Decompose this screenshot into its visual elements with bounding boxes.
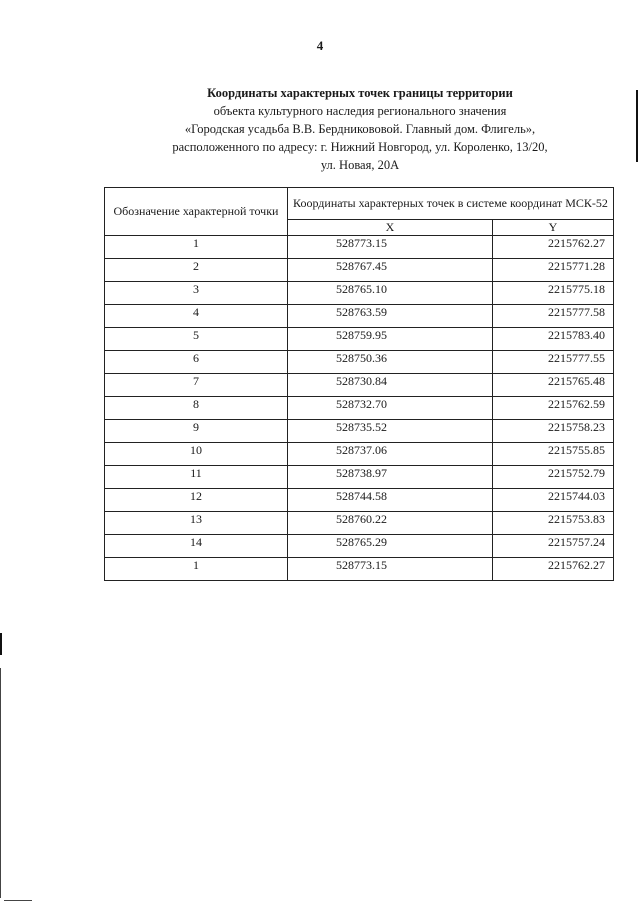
- x-coordinate-cell: 528750.36: [288, 351, 493, 374]
- point-number-cell: 10: [105, 443, 288, 466]
- y-coordinate-cell: 2215755.85: [493, 443, 614, 466]
- table-row: [105, 259, 614, 282]
- table-row: [105, 397, 614, 420]
- header-x: X: [288, 219, 493, 235]
- table-row: [105, 535, 614, 558]
- point-number-cell: 13: [105, 512, 288, 535]
- x-coordinate-cell: 528773.15: [288, 236, 493, 259]
- y-coordinate-cell: 2215762.27: [493, 558, 614, 581]
- page-number: 4: [316, 38, 324, 53]
- point-number-cell: 8: [105, 397, 288, 420]
- y-coordinate-cell: 2215775.18: [493, 282, 614, 305]
- y-coordinate-cell: 2215744.03: [493, 489, 614, 512]
- y-coordinate-cell: 2215762.59: [493, 397, 614, 420]
- table-row: [105, 443, 614, 466]
- table-row: [105, 466, 614, 489]
- header-y: Y: [493, 219, 614, 235]
- point-number-cell: 2: [105, 259, 288, 282]
- coordinates-table: [104, 187, 614, 581]
- point-number-cell: 3: [105, 282, 288, 305]
- x-coordinate-cell: 528765.10: [288, 282, 493, 305]
- scan-edge-mark-bottom: [4, 900, 32, 901]
- y-coordinate-cell: 2215758.23: [493, 420, 614, 443]
- table-row: [105, 512, 614, 535]
- y-coordinate-cell: 2215771.28: [493, 259, 614, 282]
- x-coordinate-cell: 528735.52: [288, 420, 493, 443]
- coordinates-table-body: [105, 236, 614, 581]
- x-coordinate-cell: 528773.15: [288, 558, 493, 581]
- x-coordinate-cell: 528759.95: [288, 328, 493, 351]
- x-coordinate-cell: 528732.70: [288, 397, 493, 420]
- x-coordinate-cell: 528737.06: [288, 443, 493, 466]
- y-coordinate-cell: 2215752.79: [493, 466, 614, 489]
- table-row: [105, 305, 614, 328]
- header-coordinates: Координаты характерных точек в системе координат МСК-52: [288, 188, 614, 220]
- heading-line-5: ул. Новая, 20А: [320, 158, 400, 172]
- table-row: [105, 328, 614, 351]
- y-coordinate-cell: 2215762.27: [493, 236, 614, 259]
- scan-edge-mark-left-top: [0, 633, 2, 655]
- document-heading: [60, 84, 640, 174]
- scan-edge-mark-right: [636, 90, 638, 162]
- point-number-cell: 1: [105, 558, 288, 581]
- heading-line-3: «Городская усадьба В.В. Бердникововой. Главный дом. Флигель»,: [184, 122, 536, 136]
- x-coordinate-cell: 528738.97: [288, 466, 493, 489]
- point-number-cell: 14: [105, 535, 288, 558]
- y-coordinate-cell: 2215753.83: [493, 512, 614, 535]
- heading-line-4: расположенного по адресу: г. Нижний Новгород, ул. Короленко, 13/20,: [172, 140, 548, 154]
- y-coordinate-cell: 2215777.58: [493, 305, 614, 328]
- table-row: [105, 282, 614, 305]
- table-row: [105, 374, 614, 397]
- y-coordinate-cell: 2215783.40: [493, 328, 614, 351]
- point-number-cell: 11: [105, 466, 288, 489]
- point-number-cell: 4: [105, 305, 288, 328]
- y-coordinate-cell: 2215757.24: [493, 535, 614, 558]
- point-number-cell: 5: [105, 328, 288, 351]
- heading-title: Координаты характерных точек границы территории: [207, 86, 513, 100]
- table-row: [105, 351, 614, 374]
- y-coordinate-cell: 2215765.48: [493, 374, 614, 397]
- point-number-cell: 12: [105, 489, 288, 512]
- point-number-cell: 7: [105, 374, 288, 397]
- y-coordinate-cell: 2215777.55: [493, 351, 614, 374]
- table-row: [105, 558, 614, 581]
- x-coordinate-cell: 528767.45: [288, 259, 493, 282]
- table-row: [105, 236, 614, 259]
- scan-edge-mark-left: [0, 668, 1, 898]
- x-coordinate-cell: 528765.29: [288, 535, 493, 558]
- x-coordinate-cell: 528730.84: [288, 374, 493, 397]
- point-number-cell: 1: [105, 236, 288, 259]
- table-row: [105, 420, 614, 443]
- heading-line-2: объекта культурного наследия регионального значения: [213, 104, 507, 118]
- header-point-designation: Обозначение характерной точки: [105, 188, 288, 236]
- point-number-cell: 9: [105, 420, 288, 443]
- x-coordinate-cell: 528744.58: [288, 489, 493, 512]
- table-row: [105, 489, 614, 512]
- x-coordinate-cell: 528760.22: [288, 512, 493, 535]
- point-number-cell: 6: [105, 351, 288, 374]
- x-coordinate-cell: 528763.59: [288, 305, 493, 328]
